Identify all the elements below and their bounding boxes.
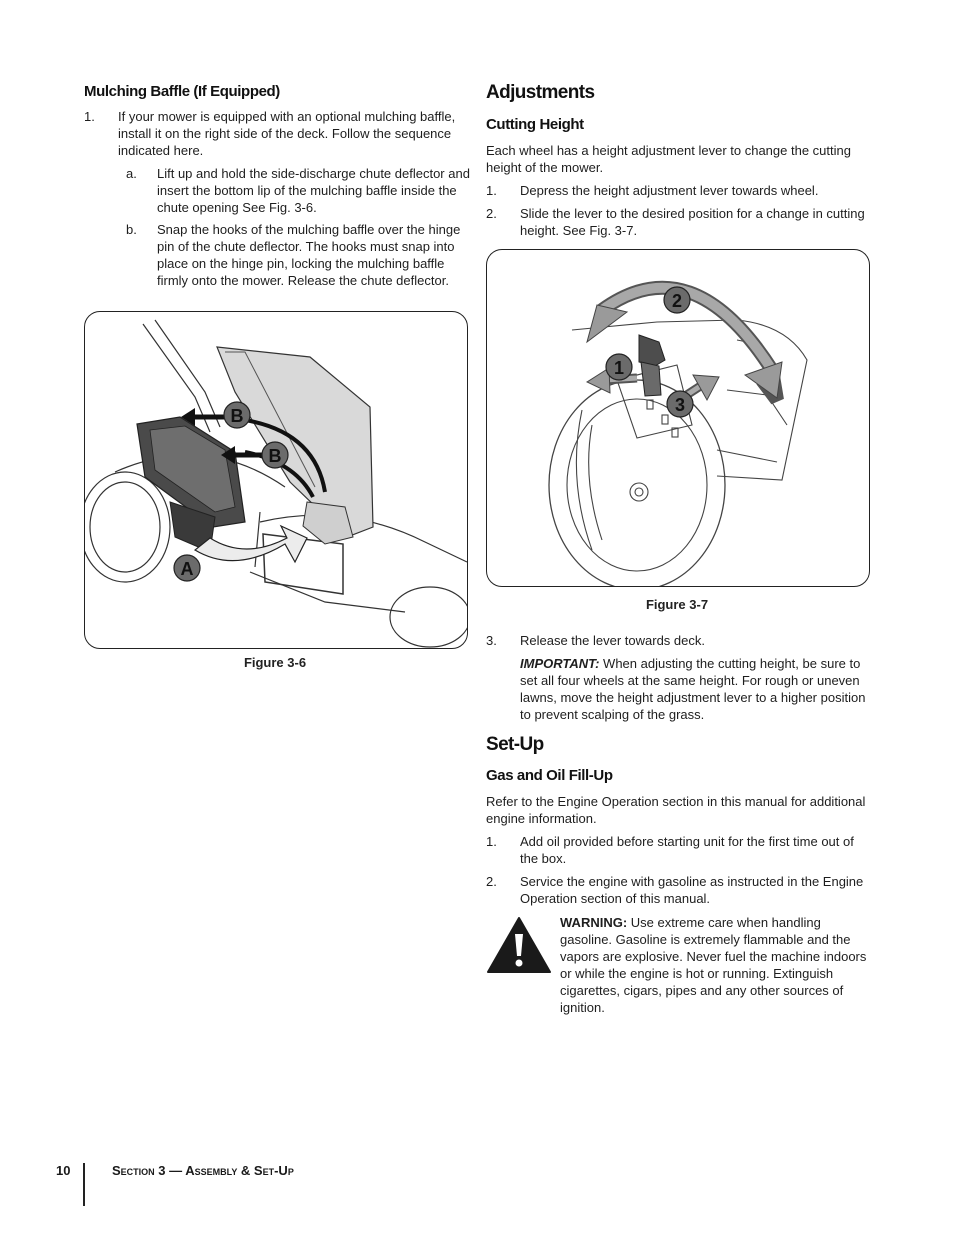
list-text: Snap the hooks of the mulching baffle over the hinge pin of the chute deflector. The hooks must snap into place on the hinge pin, locking the mulching baffle firmly onto the mower. Release the chute deflector. [157,222,461,288]
page-number: 10 [56,1163,71,1178]
list-text: Depress the height adjustment lever towards wheel. [520,183,819,198]
list-number: 1. [84,109,95,124]
important-note [520,655,870,723]
callout-b-2: B [268,446,282,466]
cutting-height-intro: Each wheel has a height adjustment lever to change the cutting height of the mower. [486,143,851,175]
figure-3-7 [486,249,870,587]
list-letter: b. [126,222,137,237]
setup-heading: Set-Up [486,734,544,755]
callout-a: A [180,559,194,579]
list-number: 2. [486,874,497,889]
list-text: Add oil provided before starting unit for the first time out of the box. [520,834,854,866]
mulching-baffle-illustration [85,312,467,648]
warning-triangle-icon [486,916,552,974]
callout-1: 1 [613,358,625,378]
list-text: Release the lever towards deck. [520,633,705,648]
important-label: IMPORTANT: [520,656,600,671]
figure-3-6 [84,311,468,649]
callout-2: 2 [671,291,683,311]
important-text: When adjusting the cutting height, be sure to set all four wheels at the same height. For rough or uneven lawns, move the height adjustment lever to a higher position to prevent scalping of the grass. [520,656,866,722]
list-text: Service the engine with gasoline as instructed in the Engine Operation section of this manual. [520,874,864,906]
adjustments-heading: Adjustments [486,82,595,103]
figure-3-7-caption: Figure 3-7 [645,597,709,612]
list-text: If your mower is equipped with an optional mulching baffle, install it on the right side of the deck. Follow the sequence indicated here. [118,109,456,158]
warning-text: Use extreme care when handling gasoline. Gasoline is extremely flammable and the vapors are explosive. Never fuel the machine indoors or while the engine is hot or running. Extinguish cigarettes, cigars, pipes and any other sources of ignition. [560,915,867,1015]
callout-b-1: B [230,406,244,426]
gas-oil-heading: Gas and Oil Fill-Up [486,767,613,784]
list-letter: a. [126,166,137,181]
list-number: 1. [486,834,497,849]
warning-label: WARNING: [560,915,628,930]
gas-oil-intro: Refer to the Engine Operation section in this manual for additional engine information. [486,794,866,826]
list-number: 3. [486,633,497,648]
height-lever-illustration [487,250,869,586]
warning-note [560,914,870,1016]
mulching-baffle-heading: Mulching Baffle (If Equipped) [84,83,280,100]
callout-3: 3 [674,395,686,415]
footer-divider [83,1163,85,1206]
list-number: 2. [486,206,497,221]
figure-3-6-caption: Figure 3-6 [243,655,307,670]
list-number: 1. [486,183,497,198]
cutting-height-heading: Cutting Height [486,116,584,133]
section-title: Section 3 — Assembly & Set-Up [112,1163,294,1178]
list-text: Slide the lever to the desired position for a change in cutting height. See Fig. 3-7. [520,206,865,238]
list-text: Lift up and hold the side-discharge chute deflector and insert the bottom lip of the mulching baffle inside the chute opening See Fig. 3-6. [157,166,470,215]
